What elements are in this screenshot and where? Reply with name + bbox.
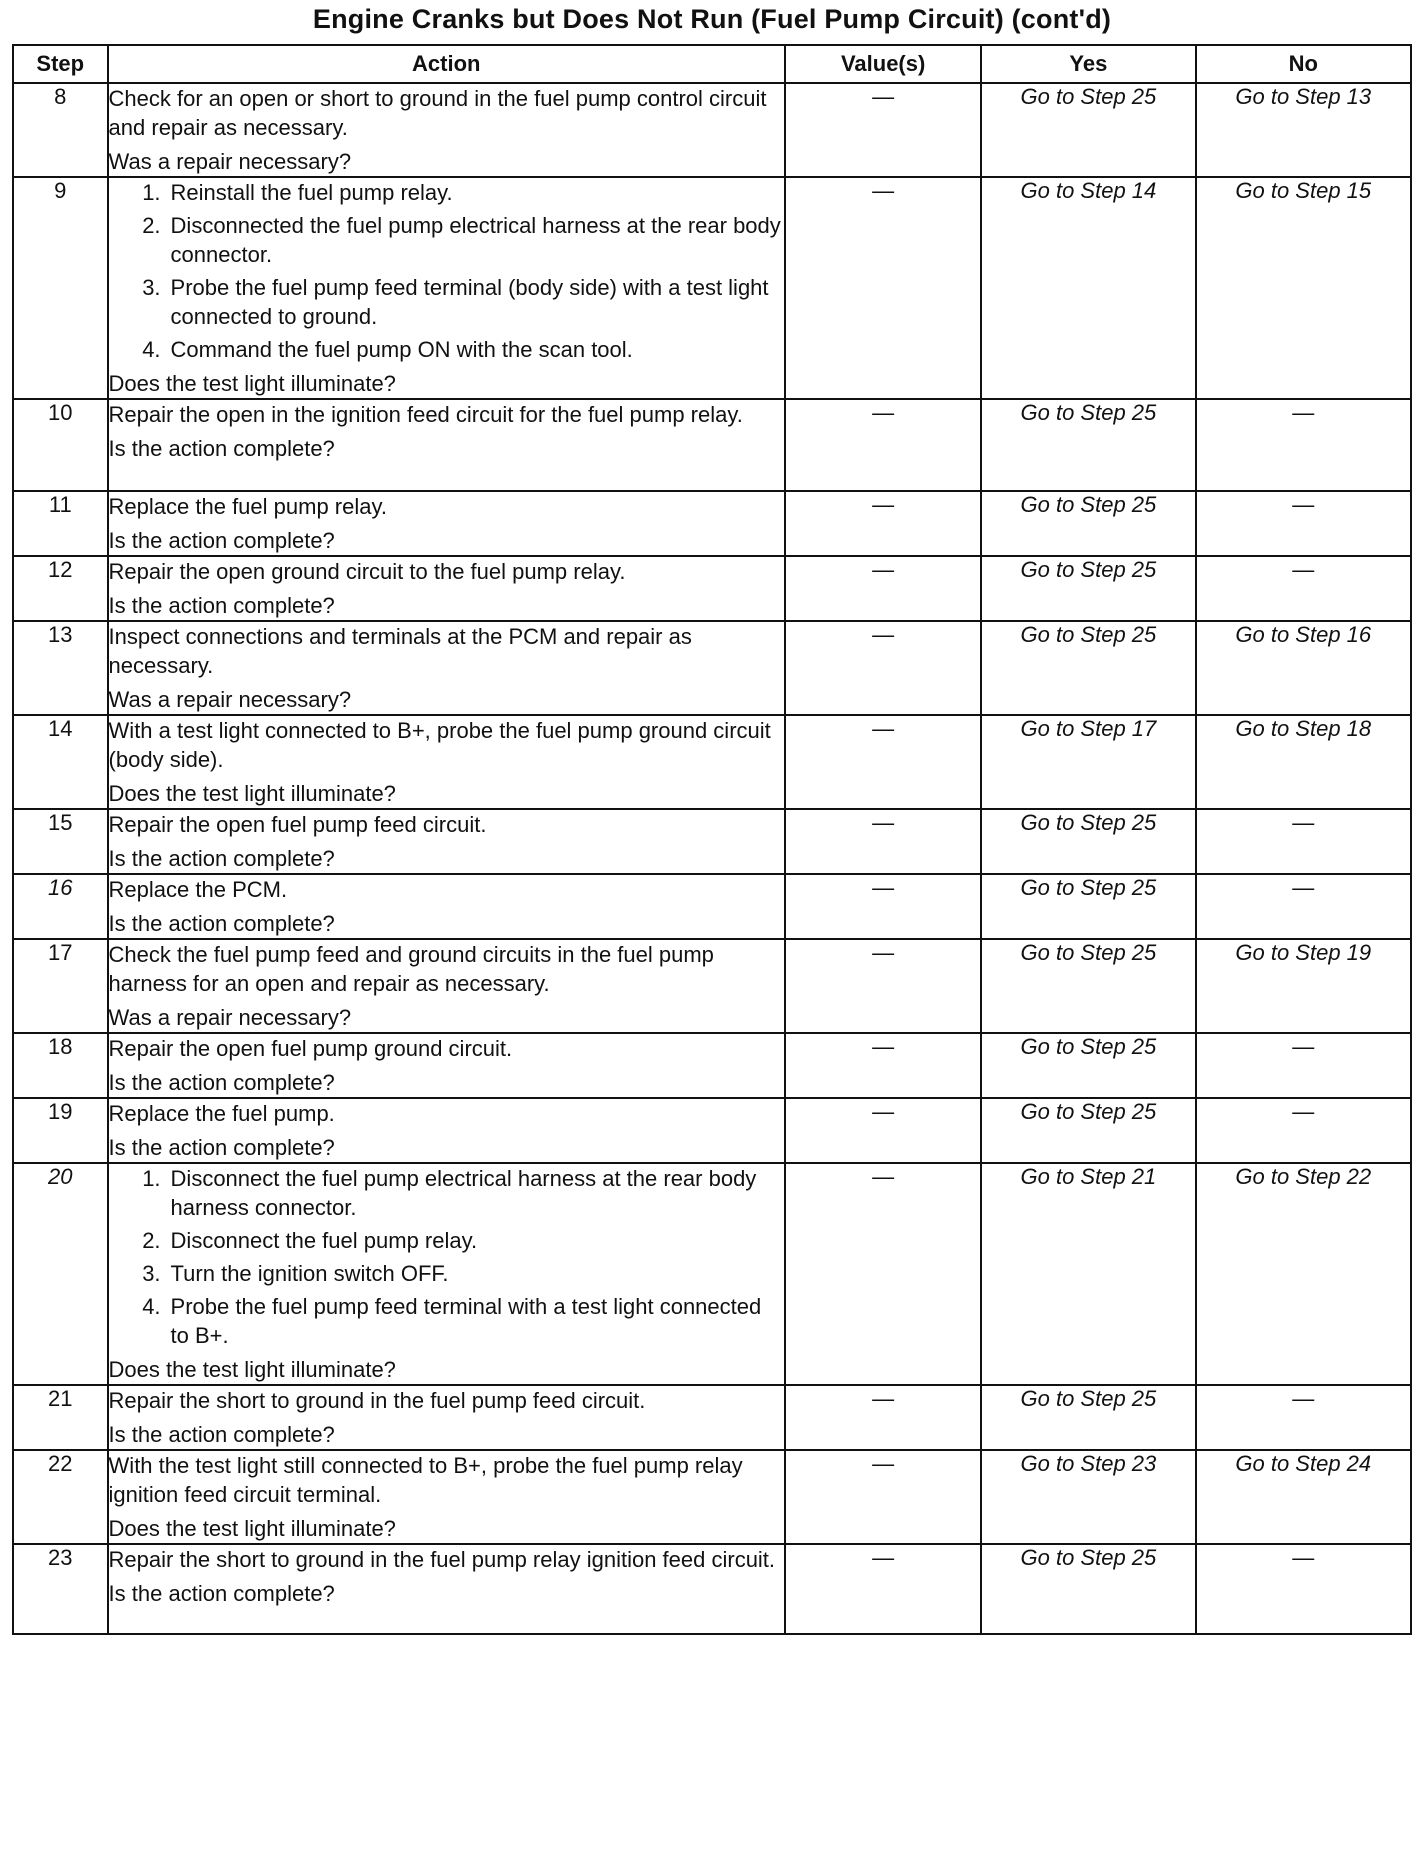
header-values: Value(s)	[785, 45, 981, 83]
step-number: 23	[13, 1544, 108, 1634]
header-no: No	[1196, 45, 1411, 83]
no-cell: —	[1196, 556, 1411, 621]
table-row	[13, 939, 1411, 1033]
header-row	[13, 45, 1411, 83]
value-cell: —	[785, 809, 981, 874]
no-cell: Go to Step 19	[1196, 939, 1411, 1033]
no-cell: Go to Step 18	[1196, 715, 1411, 809]
step-number: 22	[13, 1450, 108, 1544]
action-step-item	[109, 273, 784, 331]
action-step-text: Disconnect the fuel pump relay.	[170, 1228, 478, 1253]
action-cell	[108, 939, 785, 1033]
action-question: Is the action complete?	[108, 1135, 335, 1160]
action-cell	[108, 1544, 785, 1634]
action-step-text: Disconnect the fuel pump electrical harness at the rear body harness connector.	[170, 1166, 757, 1220]
action-step-number: 3.	[142, 275, 161, 300]
action-cell	[108, 83, 785, 177]
table-row	[13, 1033, 1411, 1098]
action-question: Is the action complete?	[108, 436, 335, 461]
action-statement: Repair the open fuel pump ground circuit.	[108, 1036, 513, 1061]
no-cell: Go to Step 22	[1196, 1163, 1411, 1385]
step-number: 18	[13, 1033, 108, 1098]
no-cell: —	[1196, 1033, 1411, 1098]
action-question: Is the action complete?	[108, 528, 335, 553]
table-row	[13, 621, 1411, 715]
action-statement: Repair the open in the ignition feed circuit for the fuel pump relay.	[108, 402, 743, 427]
table-row	[13, 1450, 1411, 1544]
action-question: Is the action complete?	[108, 1581, 335, 1606]
yes-cell: Go to Step 25	[981, 491, 1195, 556]
value-cell: —	[785, 1098, 981, 1163]
yes-cell: Go to Step 25	[981, 556, 1195, 621]
step-number: 8	[13, 83, 108, 177]
action-question: Is the action complete?	[108, 846, 335, 871]
action-question: Does the test light illuminate?	[108, 781, 396, 806]
table-row	[13, 874, 1411, 939]
value-cell: —	[785, 83, 981, 177]
action-statement: Inspect connections and terminals at the PCM and repair as necessary.	[108, 624, 692, 678]
action-step-text: Probe the fuel pump feed terminal (body side) with a test light connected to ground.	[170, 275, 769, 329]
step-number: 13	[13, 621, 108, 715]
action-step-text: Disconnected the fuel pump electrical harness at the rear body connector.	[170, 213, 781, 267]
action-question: Was a repair necessary?	[108, 687, 352, 712]
step-number: 20	[13, 1163, 108, 1385]
action-step-item	[109, 1226, 784, 1255]
no-cell: —	[1196, 1098, 1411, 1163]
no-cell: —	[1196, 874, 1411, 939]
value-cell: —	[785, 177, 981, 399]
table-row	[13, 556, 1411, 621]
action-cell	[108, 491, 785, 556]
action-statement: Repair the open ground circuit to the fuel pump relay.	[108, 559, 626, 584]
no-cell: Go to Step 24	[1196, 1450, 1411, 1544]
step-number: 19	[13, 1098, 108, 1163]
action-step-number: 4.	[142, 1294, 161, 1319]
no-cell: Go to Step 16	[1196, 621, 1411, 715]
action-cell	[108, 1450, 785, 1544]
action-steps	[109, 1164, 784, 1350]
step-number: 9	[13, 177, 108, 399]
value-cell: —	[785, 1163, 981, 1385]
action-step-number: 4.	[142, 337, 161, 362]
no-cell: —	[1196, 1385, 1411, 1450]
value-cell: —	[785, 1385, 981, 1450]
yes-cell: Go to Step 25	[981, 621, 1195, 715]
step-number: 12	[13, 556, 108, 621]
action-statement: With a test light connected to B+, probe the fuel pump ground circuit (body side).	[108, 718, 771, 772]
yes-cell: Go to Step 25	[981, 1385, 1195, 1450]
table-row	[13, 715, 1411, 809]
action-step-item	[109, 1259, 784, 1288]
action-cell	[108, 1033, 785, 1098]
yes-cell: Go to Step 21	[981, 1163, 1195, 1385]
action-question: Was a repair necessary?	[108, 149, 352, 174]
step-number: 17	[13, 939, 108, 1033]
yes-cell: Go to Step 25	[981, 1033, 1195, 1098]
table-row	[13, 399, 1411, 491]
action-step-number: 2.	[142, 1228, 161, 1253]
action-step-text: Reinstall the fuel pump relay.	[170, 180, 453, 205]
yes-cell: Go to Step 25	[981, 939, 1195, 1033]
action-statement: Check for an open or short to ground in the fuel pump control circuit and repair as necessary.	[108, 86, 767, 140]
value-cell: —	[785, 1450, 981, 1544]
action-question: Does the test light illuminate?	[108, 1357, 396, 1382]
action-question: Is the action complete?	[108, 1070, 335, 1095]
action-step-item	[109, 178, 784, 207]
action-statement: Check the fuel pump feed and ground circuits in the fuel pump harness for an open and repair as necessary.	[108, 942, 714, 996]
action-question: Is the action complete?	[108, 593, 335, 618]
action-question: Was a repair necessary?	[108, 1005, 352, 1030]
action-statement: Repair the short to ground in the fuel pump relay ignition feed circuit.	[108, 1547, 776, 1572]
action-step-number: 3.	[142, 1261, 161, 1286]
yes-cell: Go to Step 25	[981, 809, 1195, 874]
value-cell: —	[785, 874, 981, 939]
value-cell: —	[785, 621, 981, 715]
action-statement: With the test light still connected to B+, probe the fuel pump relay ignition feed circuit terminal.	[108, 1453, 743, 1507]
action-cell	[108, 715, 785, 809]
value-cell: —	[785, 399, 981, 491]
table-row	[13, 809, 1411, 874]
no-cell: —	[1196, 1544, 1411, 1634]
action-question: Is the action complete?	[108, 911, 335, 936]
action-cell	[108, 1098, 785, 1163]
table-row	[13, 177, 1411, 399]
action-statement: Replace the fuel pump relay.	[108, 494, 387, 519]
value-cell: —	[785, 491, 981, 556]
no-cell: —	[1196, 399, 1411, 491]
action-question: Does the test light illuminate?	[108, 371, 396, 396]
action-cell	[108, 874, 785, 939]
value-cell: —	[785, 556, 981, 621]
action-cell	[108, 556, 785, 621]
action-step-text: Turn the ignition switch OFF.	[170, 1261, 449, 1286]
no-cell: Go to Step 15	[1196, 177, 1411, 399]
step-number: 10	[13, 399, 108, 491]
step-number: 14	[13, 715, 108, 809]
no-cell: —	[1196, 809, 1411, 874]
table-row	[13, 1385, 1411, 1450]
step-number: 21	[13, 1385, 108, 1450]
page-title: Engine Cranks but Does Not Run (Fuel Pump Circuit) (cont'd)	[312, 4, 1112, 34]
yes-cell: Go to Step 25	[981, 1544, 1195, 1634]
value-cell: —	[785, 1544, 981, 1634]
action-question: Does the test light illuminate?	[108, 1516, 396, 1541]
step-number: 11	[13, 491, 108, 556]
table-row	[13, 1098, 1411, 1163]
value-cell: —	[785, 715, 981, 809]
table-row	[13, 1163, 1411, 1385]
action-step-item	[109, 1292, 784, 1350]
yes-cell: Go to Step 14	[981, 177, 1195, 399]
action-steps	[109, 178, 784, 364]
yes-cell: Go to Step 23	[981, 1450, 1195, 1544]
action-cell	[108, 1163, 785, 1385]
action-statement: Replace the fuel pump.	[108, 1101, 335, 1126]
action-step-number: 1.	[142, 1166, 161, 1191]
action-cell	[108, 177, 785, 399]
action-step-item	[109, 335, 784, 364]
value-cell: —	[785, 939, 981, 1033]
action-step-text: Command the fuel pump ON with the scan tool.	[170, 337, 633, 362]
action-statement: Replace the PCM.	[108, 877, 288, 902]
action-cell	[108, 1385, 785, 1450]
yes-cell: Go to Step 25	[981, 399, 1195, 491]
step-number: 15	[13, 809, 108, 874]
no-cell: Go to Step 13	[1196, 83, 1411, 177]
action-step-text: Probe the fuel pump feed terminal with a test light connected to B+.	[170, 1294, 762, 1348]
diagnostic-table	[12, 44, 1412, 1635]
action-step-number: 2.	[142, 213, 161, 238]
yes-cell: Go to Step 25	[981, 83, 1195, 177]
action-statement: Repair the open fuel pump feed circuit.	[108, 812, 487, 837]
step-number: 16	[13, 874, 108, 939]
table-row	[13, 1544, 1411, 1634]
table-row	[13, 491, 1411, 556]
yes-cell: Go to Step 17	[981, 715, 1195, 809]
header-step: Step	[13, 45, 108, 83]
value-cell: —	[785, 1033, 981, 1098]
action-cell	[108, 399, 785, 491]
action-step-number: 1.	[142, 180, 161, 205]
action-question: Is the action complete?	[108, 1422, 335, 1447]
action-cell	[108, 621, 785, 715]
header-yes: Yes	[981, 45, 1195, 83]
action-statement: Repair the short to ground in the fuel pump feed circuit.	[108, 1388, 646, 1413]
no-cell: —	[1196, 491, 1411, 556]
action-step-item	[109, 211, 784, 269]
action-cell	[108, 809, 785, 874]
header-action: Action	[108, 45, 785, 83]
action-step-item	[109, 1164, 784, 1222]
yes-cell: Go to Step 25	[981, 1098, 1195, 1163]
table-row	[13, 83, 1411, 177]
yes-cell: Go to Step 25	[981, 874, 1195, 939]
